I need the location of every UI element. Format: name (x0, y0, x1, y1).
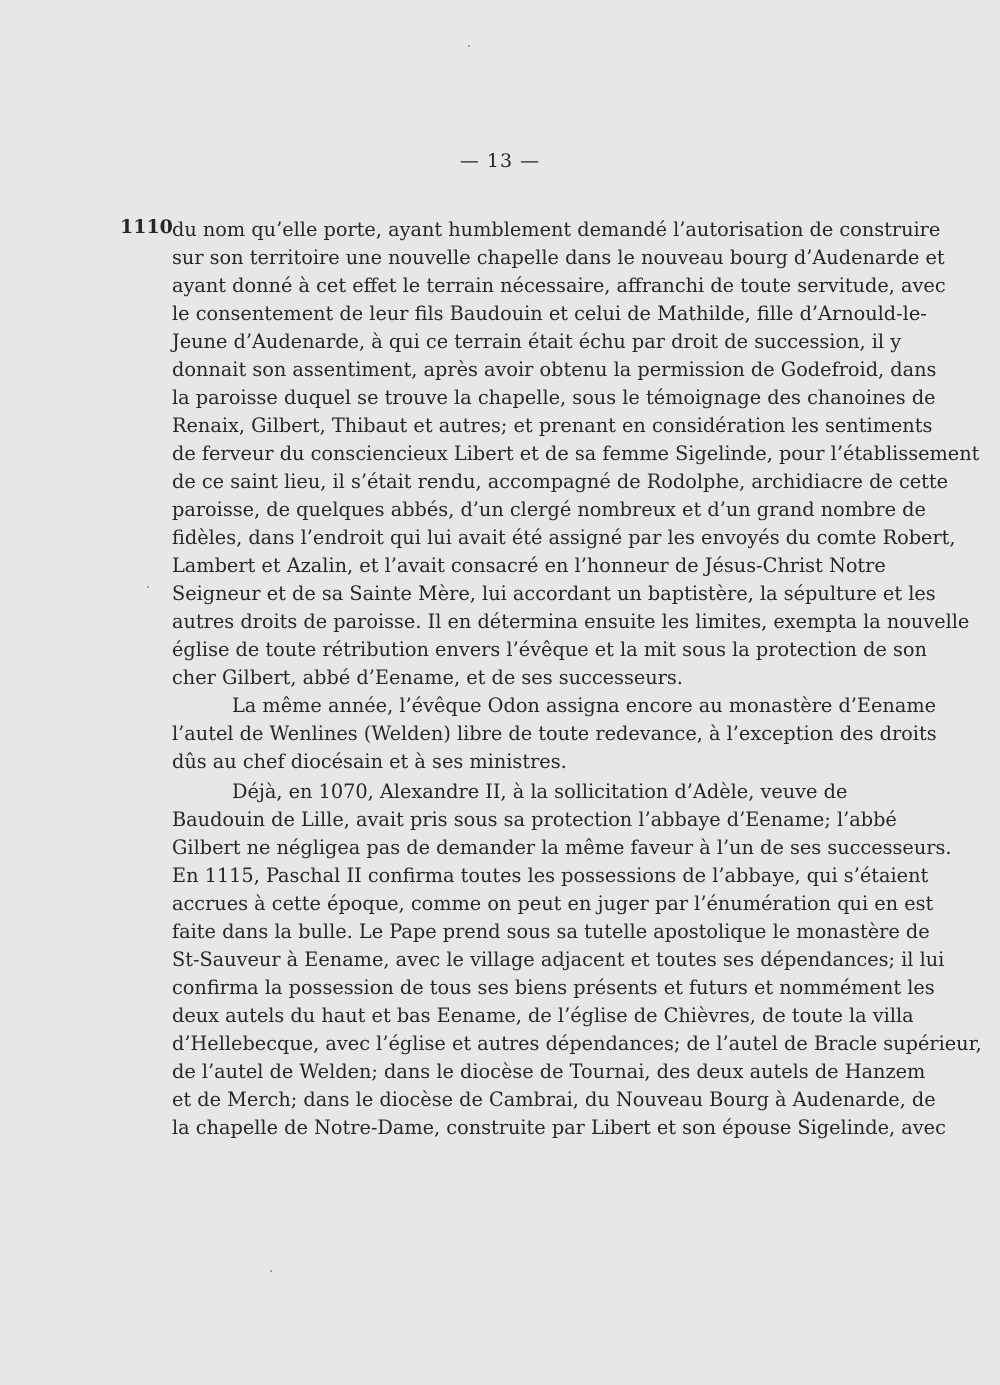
text-line: de ce saint lieu, il s’était rendu, accompagné de Rodolphe, archidiacre de cette (172, 470, 949, 493)
text-line: paroisse, de quelques abbés, d’un clergé nombreux et d’un grand nombre de (172, 498, 926, 521)
text-line: cher Gilbert, abbé d’Eename, et de ses successeurs. (172, 666, 683, 689)
text-line: sur son territoire une nouvelle chapelle dans le nouveau bourg d’Audenarde et (172, 246, 945, 269)
text-line: confirma la possession de tous ses biens présents et futurs et nommément les (172, 976, 935, 999)
text-line: Baudouin de Lille, avait pris sous sa protection l’abbaye d’Eename; l’abbé (172, 808, 897, 831)
text-line: autres droits de paroisse. Il en détermina ensuite les limites, exempta la nouvelle (172, 610, 970, 633)
text-line: église de toute rétribution envers l’évêque et la mit sous la protection de son (172, 638, 927, 661)
text-line: fidèles, dans l’endroit qui lui avait été assigné par les envoyés du comte Robert, (172, 526, 956, 549)
paper-speck (147, 586, 149, 588)
text-line: et de Merch; dans le diocèse de Cambrai, du Nouveau Bourg à Audenarde, de (172, 1088, 936, 1111)
text-line: Déjà, en 1070, Alexandre II, à la sollicitation d’Adèle, veuve de (232, 780, 848, 803)
text-line: du nom qu’elle porte, ayant humblement demandé l’autorisation de construire (172, 218, 941, 241)
text-line: la paroisse duquel se trouve la chapelle, sous le témoignage des chanoines de (172, 386, 936, 409)
text-line: le consentement de leur fils Baudouin et celui de Mathilde, fille d’Arnould-le- (172, 302, 927, 325)
text-line: ayant donné à cet effet le terrain nécessaire, affranchi de toute servitude, avec (172, 274, 946, 297)
text-line: de l’autel de Welden; dans le diocèse de Tournai, des deux autels de Hanzem (172, 1060, 926, 1083)
text-line: la chapelle de Notre-Dame, construite par Libert et son épouse Sigelinde, avec (172, 1116, 946, 1139)
paper-speck (468, 45, 470, 47)
text-line: La même année, l’évêque Odon assigna encore au monastère d’Eename (232, 694, 937, 717)
text-line: de ferveur du consciencieux Libert et de sa femme Sigelinde, pour l’établissement (172, 442, 980, 465)
paper-speck (270, 1270, 272, 1272)
text-line: d’Hellebecque, avec l’église et autres dépendances; de l’autel de Bracle supérieur, (172, 1032, 982, 1055)
text-line: Seigneur et de sa Sainte Mère, lui accordant un baptistère, la sépulture et les (172, 582, 936, 605)
text-line: accrues à cette époque, comme on peut en juger par l’énumération qui en est (172, 892, 934, 915)
margin-year-note: 1110 (120, 216, 173, 238)
text-line: En 1115, Paschal II confirma toutes les possessions de l’abbaye, qui s’étaient (172, 864, 929, 887)
text-line: Lambert et Azalin, et l’avait consacré en l’honneur de Jésus-Christ Notre (172, 554, 886, 577)
text-line: Renaix, Gilbert, Thibaut et autres; et prenant en considération les sentiments (172, 414, 933, 437)
text-line: faite dans la bulle. Le Pape prend sous sa tutelle apostolique le monastère de (172, 920, 930, 943)
page-number: — 13 — (459, 150, 541, 172)
text-line: donnait son assentiment, après avoir obtenu la permission de Godefroid, dans (172, 358, 937, 381)
text-line: deux autels du haut et bas Eename, de l’église de Chièvres, de toute la villa (172, 1004, 914, 1027)
text-line: dûs au chef diocésain et à ses ministres. (172, 750, 567, 773)
text-line: Jeune d’Audenarde, à qui ce terrain était échu par droit de succession, il y (172, 330, 902, 353)
text-line: Gilbert ne négligea pas de demander la même faveur à l’un de ses successeurs. (172, 836, 952, 859)
text-line: l’autel de Wenlines (Welden) libre de toute redevance, à l’exception des droits (172, 722, 937, 745)
text-line: St-Sauveur à Eename, avec le village adjacent et toutes ses dépendances; il lui (172, 948, 945, 971)
